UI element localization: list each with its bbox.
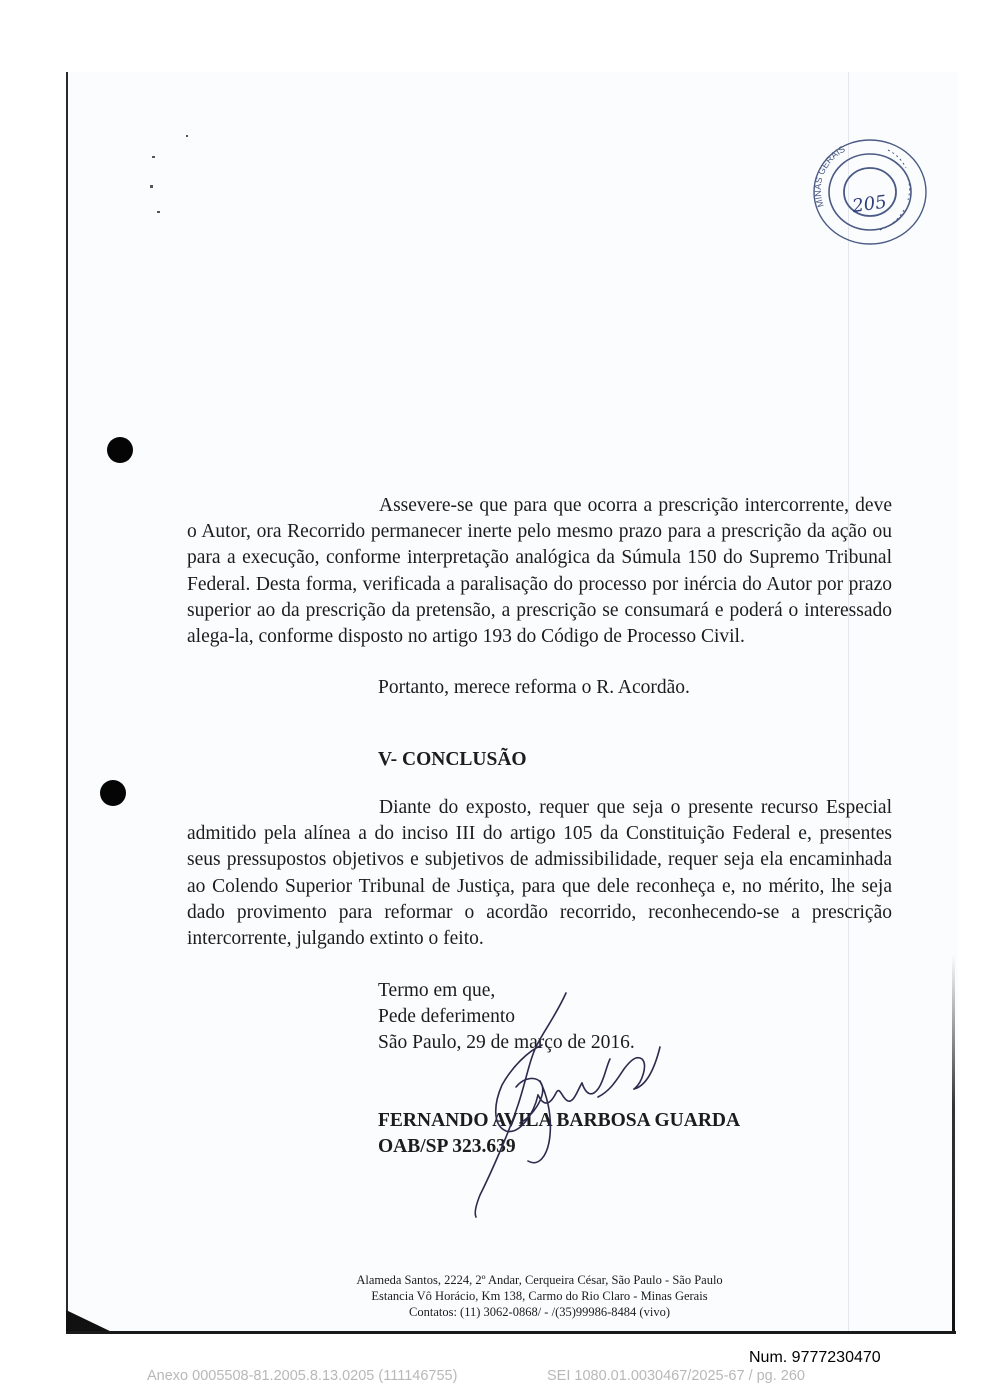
section-heading-conclusao: V- CONCLUSÃO (378, 749, 527, 770)
scan-speck (150, 185, 153, 188)
closing-line-1: Termo em que, (378, 980, 496, 1001)
footer-address-2: Estancia Vô Horácio, Km 138, Carmo do Rio Claro - Minas Gerais (371, 1289, 708, 1303)
signatory-name: FERNANDO AVILA BARBOSA GUARDA (378, 1110, 741, 1131)
page-right-edge-shadow (952, 72, 955, 1334)
scan-speck (152, 156, 155, 158)
scan-bottom-edge (66, 1331, 956, 1334)
punch-hole-bottom (100, 780, 126, 806)
stamp-page-number: 205 (851, 191, 888, 218)
signatory-registration: OAB/SP 323.639 (378, 1136, 516, 1157)
paragraph-prescricao (187, 493, 892, 650)
handwritten-signature (420, 985, 680, 1225)
paragraph-1: Assevere-se que para que ocorra a prescrição intercorrente, deve o Autor, ora Recorrido permanecer inerte pelo mesmo prazo para a prescrição da ação ou para a execução, conforme interpretação analógica da Súmula 150 do Supremo Tribunal Federal. Desta forma, verificada a paralisação do processo por inércia do Autor por prazo superior ao da prescrição da pretensão, a prescrição se consumará e poderá o interessado alega-la, conforme disposto no artigo 193 do Código de Processo Civil. (187, 495, 892, 648)
punch-hole-top (107, 437, 133, 463)
paragraph-conclusao (187, 795, 892, 952)
document-number: Num. 9777230470 (749, 1349, 881, 1366)
closing-date: São Paulo, 29 de março de 2016. (378, 1032, 635, 1053)
stamp-ring-text: MINAS GERAIS (812, 143, 847, 209)
closing-line-2: Pede deferimento (378, 1006, 515, 1027)
notary-stamp (808, 130, 932, 250)
footer-address-1: Alameda Santos, 2224, 2º Andar, Cerqueira César, São Paulo - São Paulo (356, 1273, 723, 1287)
sei-page-reference: SEI 1080.01.0030467/2025-67 / pg. 260 (547, 1368, 805, 1384)
annex-reference: Anexo 0005508-81.2005.8.13.0205 (111146755) (147, 1368, 458, 1384)
page-fold-line (848, 72, 849, 1334)
paragraph-portanto: Portanto, merece reforma o R. Acordão. (378, 677, 690, 698)
paragraph-3: Diante do exposto, requer que seja o presente recurso Especial admitido pela alínea a do inciso III do artigo 105 da Constituição Federal e, presentes seus pressupostos objetivos e subjetivos de admissibilidade, requer seja ela encaminhada ao Colendo Superior Tribunal de Justiça, para que dele reconheça e, no mérito, lhe seja dado provimento para reformar o acordão recorrido, reconhecendo-se a prescrição intercorrente, julgando extinto o feito. (187, 797, 892, 950)
scan-speck (186, 135, 188, 137)
footer-contacts: Contatos: (11) 3062-0868/ - /(35)99986-8484 (vivo) (409, 1305, 670, 1319)
scan-speck (157, 211, 160, 213)
